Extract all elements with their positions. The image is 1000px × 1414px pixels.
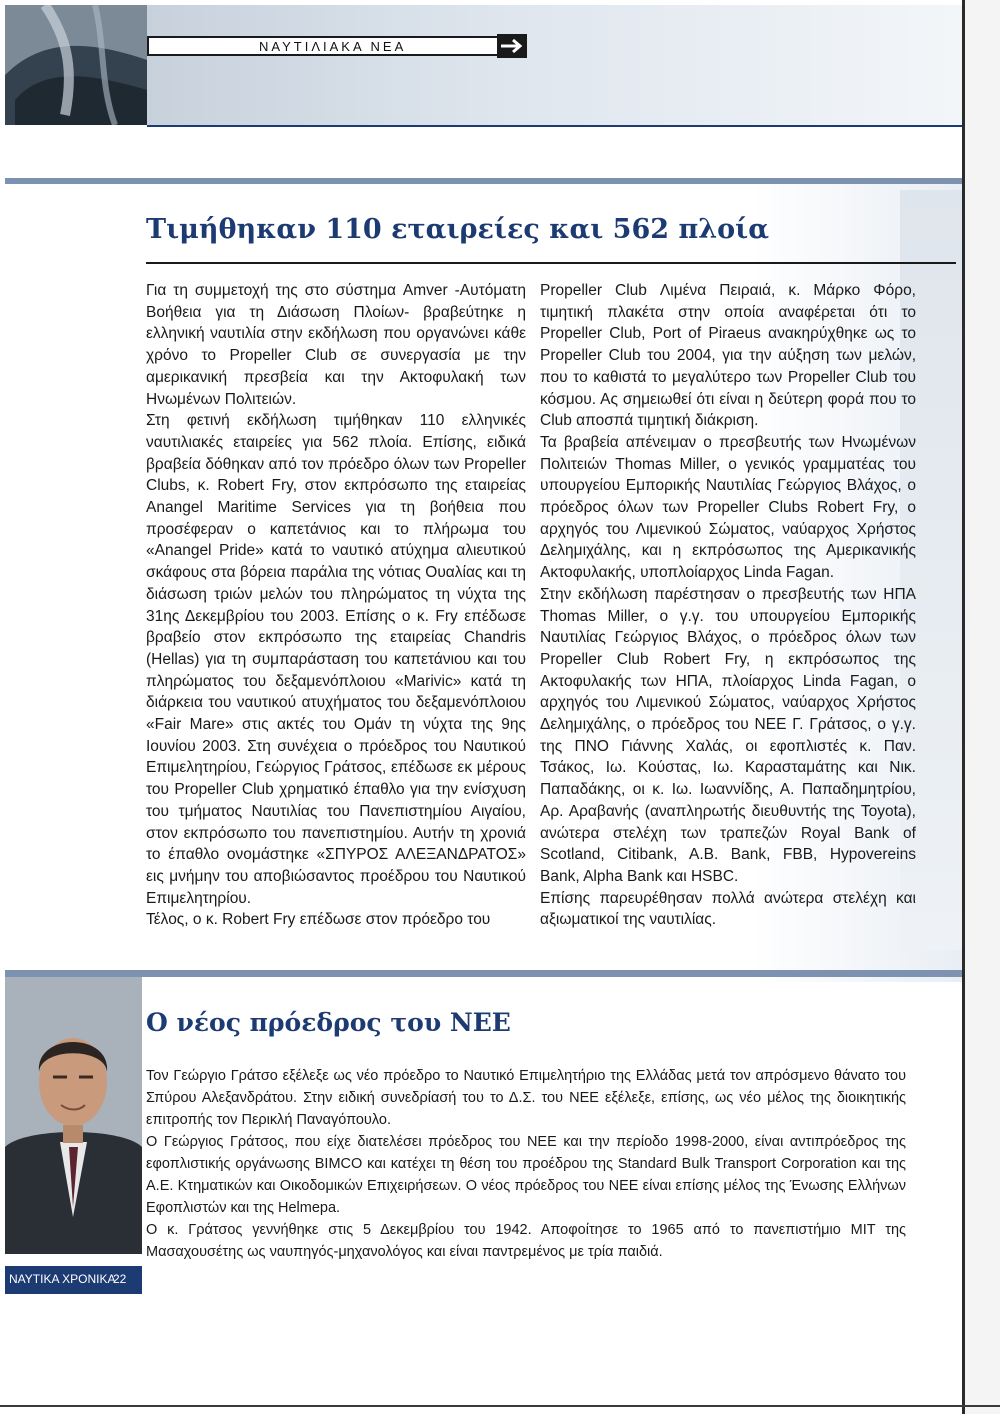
paragraph: Ο Γεώργιος Γράτσος, που είχε διατελέσει πρόεδρος του ΝΕΕ και την περίοδο 1998-2000, είναι αντιπρόεδρος της εφοπλιστικής οργάνωσης BIMCO και κατέχει τη θέση του προέδρου της Standard Bulk Transport Corporation και της Α.Ε. Κτηματικών και Οικοδομικών Επιχειρήσεων. Ο νέος πρόεδρος του ΝΕΕ είναι επίσης μέλος της Ένωσης Ελλήνων Εφοπλιστών και της Helmepa.: [146, 1134, 906, 1216]
paragraph: Στη φετινή εκδήλωση τιμήθηκαν 110 ελληνικές ναυτιλιακές εταιρείες για 562 πλοία. Επίσης, ειδικά βραβεία δόθηκαν από τον πρόεδρο όλων των Propeller Clubs, κ. Robert Fry, στον εκπρόσωπο της εταιρείας Anangel Maritime Services για τη βοήθεια που προσέφεραν ο καπετάνιος και το πλήρωμα του «Anangel Pride» κατά το ναυτικό ατύχημα αλιευτικού σκάφους στα βόρεια παράλια της νότιας Ουαλίας και τη διάσωση τριών μελών του πληρώματος τη νύχτα της 31ης Δεκεμβρίου του 2003. Επίσης ο κ. Fry επέδωσε βραβείο στον εκπρόσωπο της εταιρείας Chandris (Hellas) για τη συμπαράσταση του καπετάνιου και του πληρώματος του δεξαμενόπλοιου «Marivic» κατά τη διάρκεια του ναυτικού ατυχήματος του δεξαμενόπλοιου «Fair Mare» στις ακτές του Ομάν τη νύχτα της 9ης Ιουνίου 2003. Στη συνέχεια ο πρόεδρος του Ναυτικού Επιμελητηρίου, Γεώργιος Γράτσος, επέδωσε εκ μέρους του Propeller Club χρηματικό έπαθλο για την ενίσχυση του τμήματος Ναυτιλίας του Πανεπιστημίου Αιγαίου, στον εκπρόσωπο του πανεπιστημίου. Αυτήν τη χρονιά το έπαθλο ονομάστηκε «ΣΠΥΡΟΣ ΑΛΕΞΑΝΔΡΑΤΟΣ» εις μνήμην του αποβιώσαντος προέδρου του Ναυτικού Επιμελητηρίου.: [146, 412, 526, 907]
paragraph: Τα βραβεία απένειμαν ο πρεσβευτής των Ηνωμένων Πολιτειών Thomas Miller, ο γενικός γραμματέας του υπουργείου Εμπορικής Ναυτιλίας Γεώργιος Βλάχος, ο πρόεδρος όλων των Propeller Clubs Robert Fry, ο αρχηγός του Λιμενικού Σώματος, ναύαρχος Χρήστος Δελημιχάλης, και η εκπρόσωπος της Αμερικανικής Ακτοφυλακής, υποπλοίαρχος Linda Fagan.: [540, 433, 916, 582]
article1-right-column: [540, 280, 916, 931]
article1-title: Τιμήθηκαν 110 εταιρείες και 562 πλοία: [146, 214, 769, 245]
header-photo: [5, 5, 147, 125]
magazine-name: ΝΑΥΤΙΚΑ ΧΡΟΝΙΚΑ: [9, 1272, 116, 1286]
article1-title-rule: [146, 262, 956, 264]
page-number: 22: [113, 1272, 127, 1286]
article2-title: Ο νέος πρόεδρος του ΝΕΕ: [146, 1008, 511, 1037]
article2-body: [146, 1065, 906, 1263]
paragraph: Στην εκδήλωση παρέστησαν ο πρεσβευτής των ΗΠΑ Thomas Miller, ο γ.γ. του υπουργείου Εμπορικής Ναυτιλίας Γεώργιος Βλάχος, ο πρόεδρος όλων των Propeller Club Robert Fry, η εκπρόσωπος της Ακτοφυλακής των ΗΠΑ, πλοίαρχος Linda Fagan, ο αρχηγός του Λιμενικού Σώματος, ναύαρχος Χρήστος Δελημιχάλης, ο πρόεδρος του ΝΕΕ Γ. Γράτσος, ο γ.γ. της ΠΝΟ Γιάννης Χαλάς, οι εφοπλιστές κ. Παν. Τσάκος, Ιω. Κούστας, Ιω. Καρασταμάτης και Νικ. Παπαδάκης, οι κ. Ιω. Ιωαννίδης, Α. Παπαδημητρίου, Αρ. Αραβανής (αναπληρωτής διευθυντής της Toyota), ανώτερα στελέχη των τραπεζών Royal Bank of Scotland, Citibank, A.B. Bank, FBB, Hypovereins Bank, Alpha Bank και HSBC.: [540, 585, 916, 885]
section-label: ΝΑΥΤΙΛΙΑΚΑ ΝΕΑ: [259, 39, 407, 54]
section-tab: [147, 36, 527, 56]
footer-tab: [5, 1266, 142, 1294]
article1-left-column: [146, 280, 526, 931]
portrait-photo: [5, 977, 142, 1254]
paragraph: Propeller Club Λιμένα Πειραιά, κ. Μάρκο Φόρο, τιμητική πλακέτα στην οποία αναφέρεται ότι το Propeller Club, Port of Piraeus ανακηρύχθηκε ως το Propeller Club του 2004, για την αύξηση των μελών, που το καθιστά το μεγαλύτερο των Propeller Club του κόσμου. Ας σημειωθεί ότι είναι η δεύτερη φορά που το Club αποσπά τιμητική διάκριση.: [540, 282, 916, 430]
article2-rule: [5, 970, 962, 977]
header-band: [147, 5, 962, 125]
arrow-right-icon: [497, 34, 527, 58]
bottom-rule: [0, 1405, 1000, 1407]
paragraph: Για τη συμμετοχή της στο σύστημα Amver -Αυτόματη Βοήθεια για τη Διάσωση Πλοίων- βραβεύτηκε η ελληνική ναυτιλία στην εκδήλωση που οργανώνει κάθε χρόνο το Propeller Club σε συνεργασία με την αμερικανική πρεσβεία και την Ακτοφυλακή των Ηνωμένων Πολιτειών.: [146, 282, 526, 408]
paragraph: Ο κ. Γράτσος γεννήθηκε στις 5 Δεκεμβρίου του 1942. Αποφοίτησε το 1965 από το πανεπιστήμιο MIT της Μασαχουσέτης ως ναυπηγός-μηχανολόγος και είναι παντρεμένος με τρία παιδιά.: [146, 1222, 906, 1260]
paragraph: Τέλος, ο κ. Robert Fry επέδωσε στον πρόεδρο του: [146, 911, 491, 929]
paragraph: Τον Γεώργιο Γράτσο εξέλεξε ως νέο πρόεδρο το Ναυτικό Επιμελητήριο της Ελλάδας μετά τον απρόσμενο θάνατο του Σπύρου Αλεξανδράτου. Στην ειδική συνεδρίασή του το Δ.Σ. του ΝΕΕ εξέλεξε, επίσης, ως νέο μέλος της διοικητικής επιτροπής τον Περικλή Παναγόπουλο.: [146, 1068, 906, 1128]
header-rule: [147, 125, 962, 127]
facing-page-edge: [965, 0, 1000, 1414]
paragraph: Επίσης παρευρέθησαν πολλά ανώτερα στελέχη και αξιωματικοί της ναυτιλίας.: [540, 889, 916, 929]
